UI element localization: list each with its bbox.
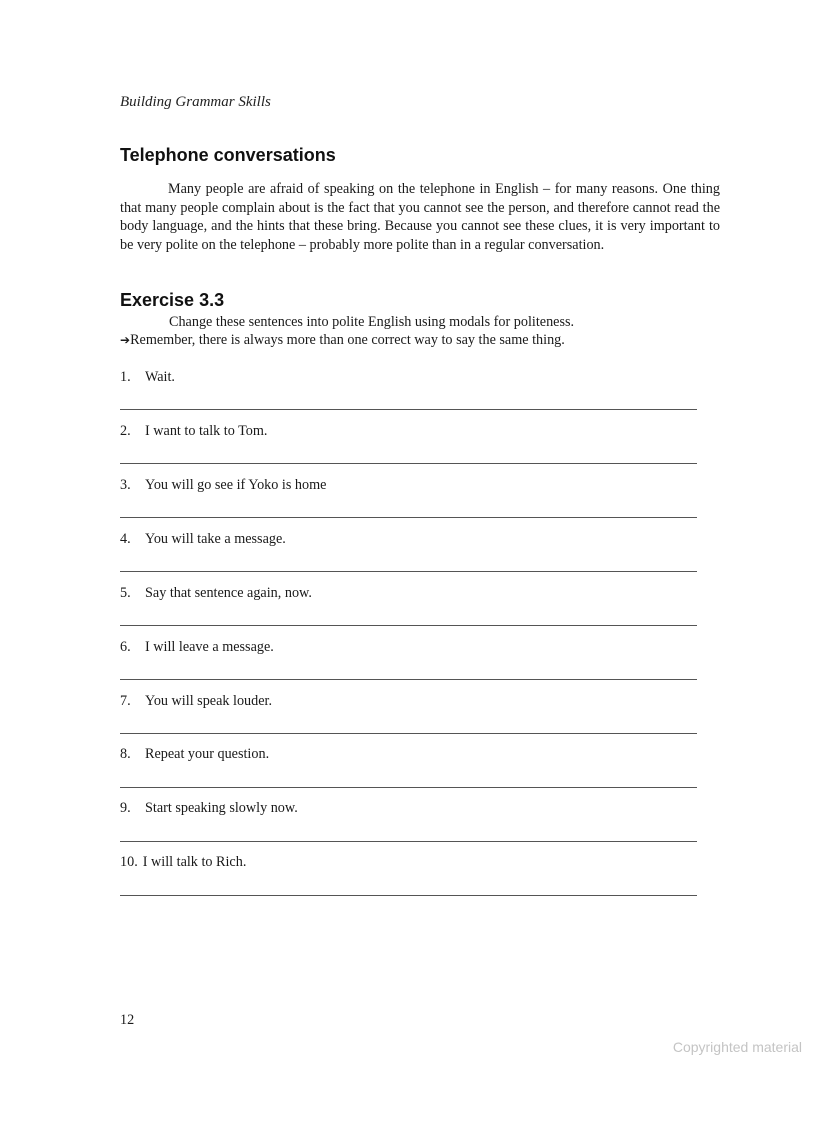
- copyright-watermark: Copyrighted material: [672, 1039, 802, 1055]
- item-number: 1.: [120, 369, 131, 385]
- exercise-item-10: [120, 854, 246, 871]
- item-number: 5.: [120, 585, 131, 601]
- page-number: 12: [120, 1012, 135, 1028]
- exercise-item-9: [120, 800, 298, 817]
- answer-line-10[interactable]: [120, 895, 697, 896]
- exercise-item-2: [120, 423, 267, 440]
- exercise-item-3: [120, 477, 326, 494]
- item-number: 7.: [120, 693, 131, 709]
- item-text: You will speak louder.: [145, 693, 273, 709]
- reminder-text: Remember, there is always more than one correct way to say the same thing.: [130, 332, 565, 348]
- answer-line-1[interactable]: [120, 409, 697, 410]
- exercise-item-5: [120, 585, 312, 602]
- answer-line-5[interactable]: [120, 625, 697, 626]
- item-text: Say that sentence again, now.: [145, 585, 312, 601]
- item-number: 3.: [120, 477, 131, 493]
- item-text: Start speaking slowly now.: [145, 800, 298, 816]
- intro-paragraph: Many people are afraid of speaking on the telephone in English – for many reasons. One thing that many people complain about is the fact that you cannot see the person, and therefore cannot read the body language, and the hints that these bring. Because you cannot see these clues, it is very important to be very polite on the telephone – probably more polite than in a regular conversation.: [120, 181, 720, 253]
- exercise-item-7: [120, 693, 272, 710]
- exercise-item-8: [120, 746, 269, 763]
- answer-line-7[interactable]: [120, 733, 697, 734]
- exercise-item-1: [120, 369, 175, 386]
- answer-line-8[interactable]: [120, 787, 697, 788]
- exercise-title: Exercise 3.3: [120, 290, 225, 310]
- item-text: I want to talk to Tom.: [145, 423, 268, 439]
- exercise-item-4: [120, 531, 286, 548]
- answer-line-9[interactable]: [120, 841, 697, 842]
- exercise-item-6: [120, 639, 274, 656]
- item-text: I will talk to Rich.: [142, 854, 247, 870]
- item-number: 9.: [120, 800, 131, 816]
- exercise-instruction: Change these sentences into polite English using modals for politeness.: [169, 314, 575, 330]
- item-number: 4.: [120, 531, 131, 547]
- item-text: I will leave a message.: [145, 639, 274, 655]
- item-number: 10.: [120, 854, 138, 870]
- item-text: You will go see if Yoko is home: [145, 477, 327, 493]
- section-title: Telephone conversations: [120, 145, 336, 165]
- item-number: 2.: [120, 423, 131, 439]
- answer-line-6[interactable]: [120, 679, 697, 680]
- arrow-right-icon: ➔: [120, 333, 131, 347]
- item-text: Repeat your question.: [145, 746, 270, 762]
- item-text: Wait.: [145, 369, 175, 385]
- answer-line-4[interactable]: [120, 571, 697, 572]
- running-head: Building Grammar Skills: [120, 94, 271, 110]
- answer-line-2[interactable]: [120, 463, 697, 464]
- item-number: 8.: [120, 746, 131, 762]
- item-text: You will take a message.: [145, 531, 286, 547]
- answer-line-3[interactable]: [120, 517, 697, 518]
- item-number: 6.: [120, 639, 131, 655]
- exercise-reminder: [120, 332, 565, 349]
